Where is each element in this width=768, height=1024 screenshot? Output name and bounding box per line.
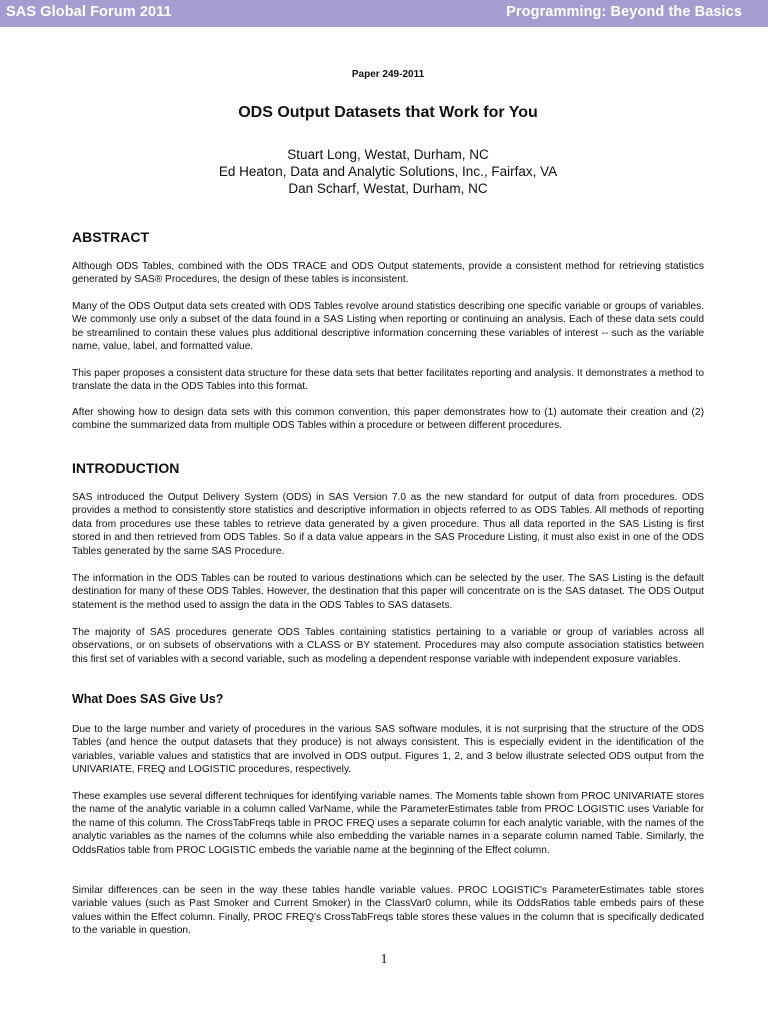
- subsection-paragraph: These examples use several different techniques for identifying variable names. The Moments table shown from PROC UNIVARIATE stores the name of the analytic variable in a column called VarName, while the ParameterEstimates table from PROC LOGISTIC uses Variable for the name of this column. The CrossTabFreqs table in PROC FREQ uses a separate column for each analytic variable, with the names of the analytic variables as the names of the columns while also embedding the variable names in a separate column named Table. Similarly, the OddsRatios table from PROC LOGISTIC embeds the variable name at the beginning of the Effect column.: [72, 791, 704, 856]
- introduction-paragraph: SAS introduced the Output Delivery System (ODS) in SAS Version 7.0 as the new standard for output of data from procedures. ODS provides a method to consistently store statistics and descriptive information in objects referred to as ODS Tables. All methods of reporting data from procedures use these tables to retrieve data generated by a given procedure. Thus all data reported in the SAS Listing is first stored in and then retrieved from ODS Tables. So if a data value appears in the SAS Procedure Listing, it must also exist in one of the ODS Tables generated by the same SAS Procedure.: [72, 492, 704, 557]
- subsection-heading: What Does SAS Give Us?: [72, 692, 224, 706]
- subsection-paragraph: Similar differences can be seen in the way these tables handle variable values. PROC LOGISTIC's ParameterEstimates table stores variable values (such as Past Smoker and Current Smoker) in the ClassVar0 column, while its OddsRatios table embeds pairs of these values within the Effect column. Finally, PROC FREQ's CrossTabFreqs table stores these values in the column that is specifically dedicated to the variable in question.: [72, 885, 704, 937]
- section-name: Programming: Beyond the Basics: [506, 4, 742, 20]
- abstract-heading: ABSTRACT: [72, 229, 149, 245]
- header-bar: [0, 0, 768, 27]
- introduction-paragraph: The majority of SAS procedures generate ODS Tables containing statistics pertaining to a variable or group of variables across all observations, or on subsets of observations with a CLASS or BY statement. Procedures may also compute association statistics between this first set of variables with a second variable, such as modeling a dependent response variable with independent exposure variables.: [72, 627, 704, 665]
- abstract-paragraph: This paper proposes a consistent data structure for these data sets that better facilitates reporting and analysis. It demonstrates a method to translate the data in the ODS Tables into this format.: [72, 368, 704, 393]
- author-list: [72, 146, 704, 197]
- introduction-heading: INTRODUCTION: [72, 460, 180, 476]
- author-line: Ed Heaton, Data and Analytic Solutions, Inc., Fairfax, VA: [218, 164, 558, 179]
- abstract-paragraph: Many of the ODS Output data sets created with ODS Tables revolve around statistics describing one specific variable or groups of variables. We commonly use only a subset of the data found in a SAS Listing when reporting or continuing an analysis. Each of these data sets could be streamlined to contain these values plus additional descriptive information concerning these variables of interest -- such as the variable name, value, label, and formatted value.: [72, 301, 704, 353]
- paper-number: Paper 249-2011: [351, 69, 425, 80]
- author-line: Stuart Long, Westat, Durham, NC: [287, 147, 489, 162]
- introduction-paragraph: The information in the ODS Tables can be routed to various destinations which can be selected by the user. The SAS Listing is the default destination for many of these ODS Tables. However, the destination that this paper will concentrate on is the SAS dataset. The ODS Output statement is the method used to assign the data in the ODS Tables to SAS datasets.: [72, 573, 704, 611]
- subsection-paragraph: Due to the large number and variety of procedures in the various SAS software modules, it is not surprising that the structure of the ODS Tables (and hence the output datasets that they produce) is not always consistent. This is especially evident in the identification of the variables, variable values and statistics that are involved in ODS output. Figures 1, 2, and 3 below illustrate selected ODS output from the UNIVARIATE, FREQ and LOGISTIC procedures, respectively.: [72, 724, 704, 776]
- abstract-paragraph: After showing how to design data sets with this common convention, this paper demonstrates how to (1) automate their creation and (2) combine the summarized data from multiple ODS Tables within a procedure or between different procedures.: [72, 407, 704, 432]
- paper-title: ODS Output Datasets that Work for You: [238, 104, 538, 121]
- page-number: 1: [380, 952, 388, 967]
- abstract-paragraph: Although ODS Tables, combined with the ODS TRACE and ODS Output statements, provide a consistent method for retrieving statistics generated by SAS® Procedures, the design of these tables is inconsistent.: [72, 261, 704, 286]
- author-line: Dan Scharf, Westat, Durham, NC: [288, 181, 488, 196]
- conference-name: SAS Global Forum 2011: [6, 4, 172, 20]
